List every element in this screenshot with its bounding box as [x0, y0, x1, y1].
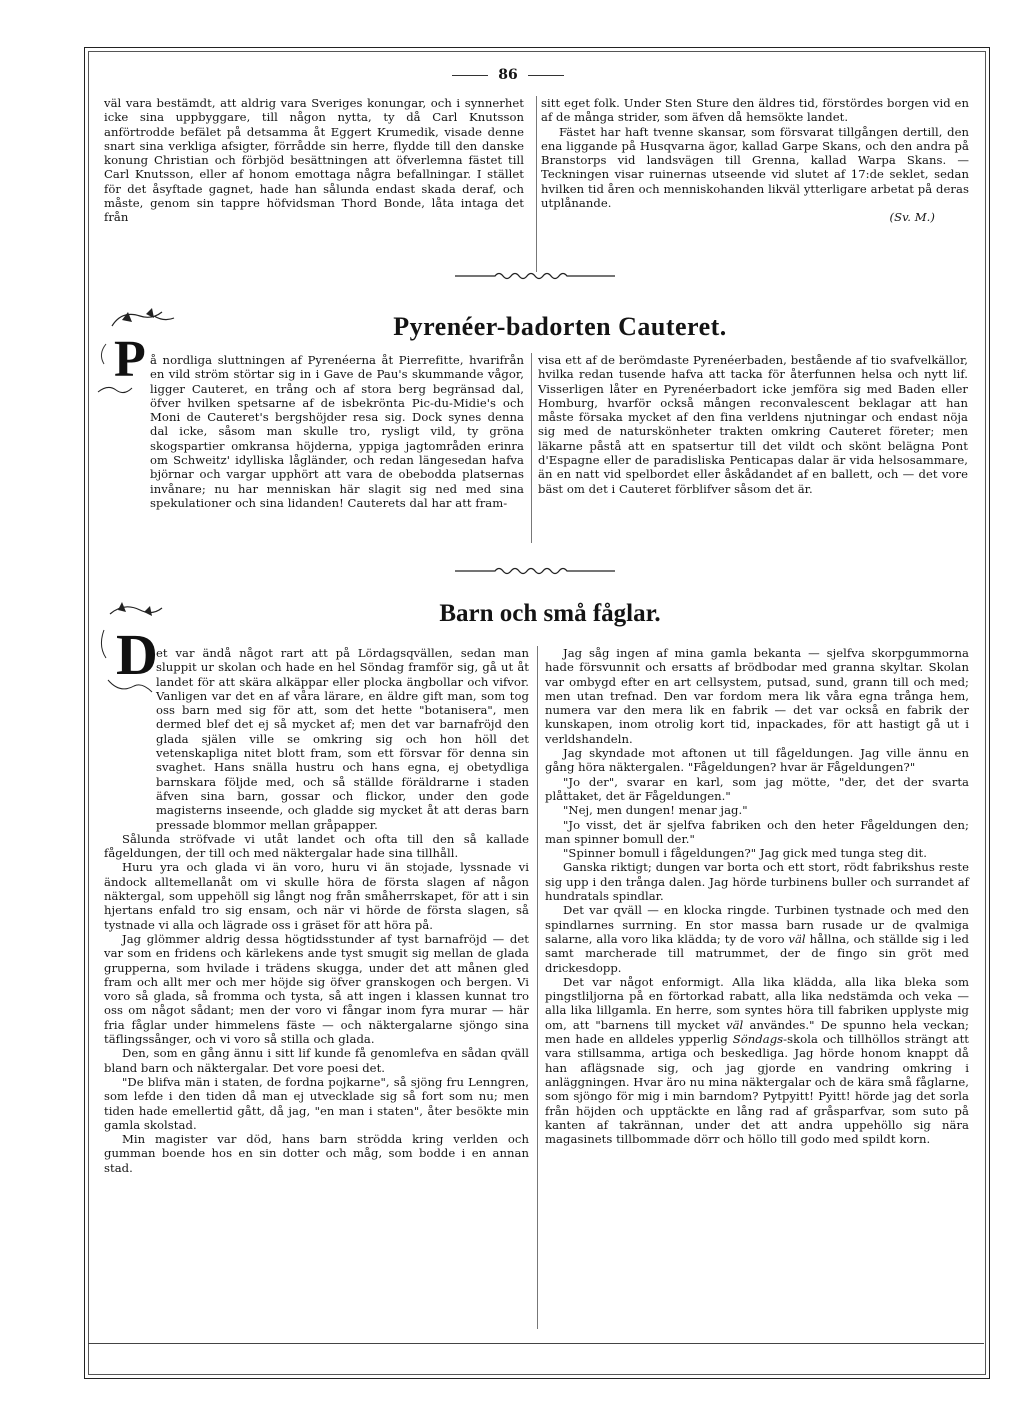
- article2-right-para-4: "Nej, men dungen! menar jag.": [563, 803, 748, 818]
- article2-title: Barn och små fåglar.: [439, 600, 661, 627]
- top-right-para-2: Fästet har haft tvenne skansar, som försvarat tillgången dertill, den ena liggande på Husqvarna ägor, kallad Garpe Skans, och den andra på Branstorps vid landsvägen till Grenna, kallad Warpa Skans. — Teckningen visar ruinernas utseende vid slutet af 17:de seklet, sedan hvilken tid åren och menniskohanden likväl ytterligare arbetat på deras utplånande.: [541, 124, 969, 211]
- article2-right-para-1: Jag såg ingen af mina gamla bekanta — sjelfva skorpgummorna hade försvunnit och ersatts af brödbodar med granna skyltar. Skolan var ombygd efter en art cellsystem, putsad, sund, grann till och med; men utan trefnad. Den var fordom mera lik våra egna trånga hem, numera var den mera lik en fabrik — det var också en fabrik der kunskapen, inom otrolig kort tid, inpackades, för att hastigt gå ut i verldshandeln.: [545, 646, 969, 746]
- article2-left-column: [104, 646, 529, 1175]
- article2-left-para-6: "De blifva män i staten, de fordna pojkarne", så sjöng fru Lenngren, som lefde i den tiden då man ej utvecklade sig så fort som nu; men tiden hade emellertid gått, då jag, "en man i staten", åter besökte min gamla skolstad.: [104, 1074, 529, 1132]
- top-left-column: [104, 96, 524, 225]
- article1-title: Pyrenéer-badorten Cauteret.: [393, 312, 727, 341]
- article1-right-text: visa ett af de berömdaste Pyrenéerbaden, bestående af tio svafvelkällor, hvilka redan tusende hafva att tacka för återfunnen helsa och nytt lif. Visserligen låter en Pyrenéerbadort icke jemföra sig med Baden eller Homburg, hvarför också mången reconvalescent beklagar att han måste försaka mycket af den fina verldens njutningar och endast nöja sig med de naturskönheter trakten omkring Cauteret företer; men läkarne påstå att en spatsertur till det vildt och skönt belägna Pont d'Espagne eller de paradisliska Penticapas dalar är vida helsosammare, än en natt vid spelbordet eller åskådandet af en ballett, och — det vore bäst om det i Cauteret förblifver såsom det är.: [538, 353, 968, 496]
- article2-right-para-8: Det var qväll — en klocka ringde. Turbinen tystnade och med den spindlarnes surrning. En stor massa barn rusade ur de qvalmiga salarne, alla voro lika klädda; ty de voro väl hållna, och ställde sig i led samt marcherade till matrummet, der de fingo sin gröt med drickesdopp.: [545, 903, 969, 975]
- top-right-para-1: sitt eget folk. Under Sten Sture den äldres tid, förstördes borgen vid en af de många strider, som äfven då hemsökte landet.: [541, 96, 969, 125]
- article2-right-para-3: "Jo der", svarar en karl, som jag mötte, "der, det der svarta plåttaket, det är Fågeldungen.": [545, 774, 969, 803]
- bottom-rule: [88, 1343, 984, 1344]
- page-number: 86: [498, 67, 518, 83]
- article2-right-para-5: "Jo visst, det är sjelfva fabriken och den heter Fågeldungen den; man spinner bomull der.": [545, 817, 969, 846]
- article1-left-text: å nordliga sluttningen af Pyrenéerna åt Pierrefitte, hvarifrån en vild ström störtar sig in i Gave de Pau's skummande vågor, ligger Cauteret, en trång och af stora berg begränsad dal, öfver hvilken spetsarne af de isbekrönta Pic-du-Midie's och Moni de Cauteret's bergshöjder resa sig. Dock synes denna dal icke, såsom man skulle tro, rysligt vild, ty gröna skogspartier omkransa höjderna, yppiga jagtområden erinra om Schweitz' idylliska lågländer, och redan längesedan hafva björnar och vargar upphört att vara de obebodda platsernas invånare; nu har menniskan här slagit sig ned med sina spekulationer och sina lidanden! Cauterets dal har att fram-: [150, 353, 524, 510]
- article2-left-para-1: et var ändå något rart att på Lördagsqvällen, sedan man sluppit ur skolan och hade en hel Söndag framför sig, gå ut åt landet för att skära alkäppar eller plocka ängbollar och vifvor. Vanligen var det en af våra lärare, en äldre gift man, som tog oss barn med sig för att, som det hette "botanisera", men dermed blef det ej så mycket af; men det var barnafröjd den glada själen ville se omkring sig och hon höll det vetenskapliga nitet blott fram, som ett försvar för denna sin svaghet. Hans snälla hustru och hans egna, ej obetydliga barnskara följde med, och så ställde föräldrarne i staden äfven sina barn, gossar och flickor, under den gode magisterns inseende, och gladde sig mycket åt att deras barn pressade blommor mellan gråpapper.: [156, 646, 529, 832]
- initial-letter-d: D: [116, 622, 158, 687]
- article2-left-para-3: Huru yra och glada vi än voro, huru vi än stojade, lyssnade vi ändock alltemellanåt om vi skulle höra de första slagen af någon näktergal, som uppehöll sig långt nog från småherrskapet, för att i sin hjertans enfald tro sig ensam, och när vi hörde de första slagen, så tystnade vi alla och lägrade oss i gräset för att höra på.: [104, 860, 529, 932]
- article2-right-para-9: Det var något enformigt. Alla lika klädda, alla lika bleka som pingstliljorna på en förtorkad rabatt, alla lika nedstämda och veka — alla lika lillgamla. En herre, som syntes höra till fabriken upplyste mig om, att "barnens till mycket väl användes." De spunno hela veckan; men hade en alldeles ypperlig Söndags-skola och tillhöllos strängt att vara stillsamma, artiga och beskedliga. Jag hörde honom knappt då han aflägsnade sig, och jag gjorde en vandring omkring i anläggningen. Hvar äro nu mina näktergalar och de kära små fåglarne, som sjöngo för mig i min barndom? Pytpyitt! Pyitt! hörde jag det sorla från höjden och upptäckte en lång rad af gråsparfvar, som suto på kanten af takrännan, under det att andra uppehöllo sig nära magasinets tillbommade dörr och höllo till godo med spildt korn.: [545, 974, 969, 1147]
- article2-left-para-2: Sålunda ströfvade vi utåt landet och ofta till den så kallade fågeldungen, der till och med näktergalar hade sina tillhåll.: [104, 831, 529, 861]
- initial-letter-p: P: [114, 331, 146, 388]
- article2-right-para-6: "Spinner bomull i fågeldungen?" Jag gick med tunga steg dit.: [563, 846, 927, 861]
- page-number-line: [0, 67, 1016, 83]
- article1-left-column: [104, 353, 524, 510]
- column-rule-article2: [537, 646, 538, 1329]
- article2-right-column: [545, 646, 969, 1146]
- article2-left-para-5: Den, som en gång ännu i sitt lif kunde få genomlefva en sådan qväll bland barn och näktergalar. Det vore poesi det.: [104, 1046, 529, 1075]
- top-left-text: väl vara bestämdt, att aldrig vara Sveriges konungar, och i synnerhet icke sina uppbyggare, till någon nytta, ty då Carl Knutsson anförtrodde befälet på detsamma åt Eggert Krumedik, visade denne snart sina verkliga afsigter, förrådde sin herre, flydde till den danske konung Christian och förbjöd besättningen att öfverlemna fästet till Carl Knutsson, eller af honom emottaga några befallningar. I stället för det åsyftade gagnet, hade han sålunda endast skada deraf, och måste, genom sin tappre höfvidsman Thord Bonde, låta intaga det från: [104, 96, 524, 225]
- article2-right-para-7: Ganska riktigt; dungen var borta och ett stort, rödt fabrikshus reste sig upp i den trånga dalen. Jag hörde turbinens buller och surrandet af hundratals spindlar.: [545, 860, 969, 904]
- article1-right-column: [538, 353, 968, 496]
- top-right-column: [541, 96, 969, 225]
- article2-left-para-4: Jag glömmer aldrig dessa högtidsstunder af tyst barnafröjd — det var som en fridens och kärlekens ande tyst smugit sig mellan de glada grupperna, som hvilade i trädens skugga, under det att månen gled fram och allt mer och mer höjde sig öfver granskogen och bergen. Vi voro så glada, så fromma och tysta, så att ingen i klassen kunnat tro oss om något sådant; men der voro vi fångar inom fyra murar — här fria fåglar under himmelens fäste — och näktergalarne sjöngo sina täflingssånger, och vi voro så stilla och glada.: [104, 931, 529, 1047]
- wavy-divider-2: [455, 565, 615, 577]
- article2-right-para-2: Jag skyndade mot aftonen ut till fågeldungen. Jag ville ännu en gång höra näktergalen. "Fågeldungen? hvar är Fågeldungen?": [545, 746, 969, 775]
- signature: (Sv. M.): [889, 210, 935, 225]
- wavy-divider-1: [455, 270, 615, 282]
- column-rule-top: [536, 96, 537, 272]
- article2-left-para-7: Min magister var död, hans barn strödda kring verlden och gumman boende hos en sin dotter och måg, som bodde i en annan stad.: [104, 1132, 529, 1175]
- column-rule-article1: [531, 353, 532, 543]
